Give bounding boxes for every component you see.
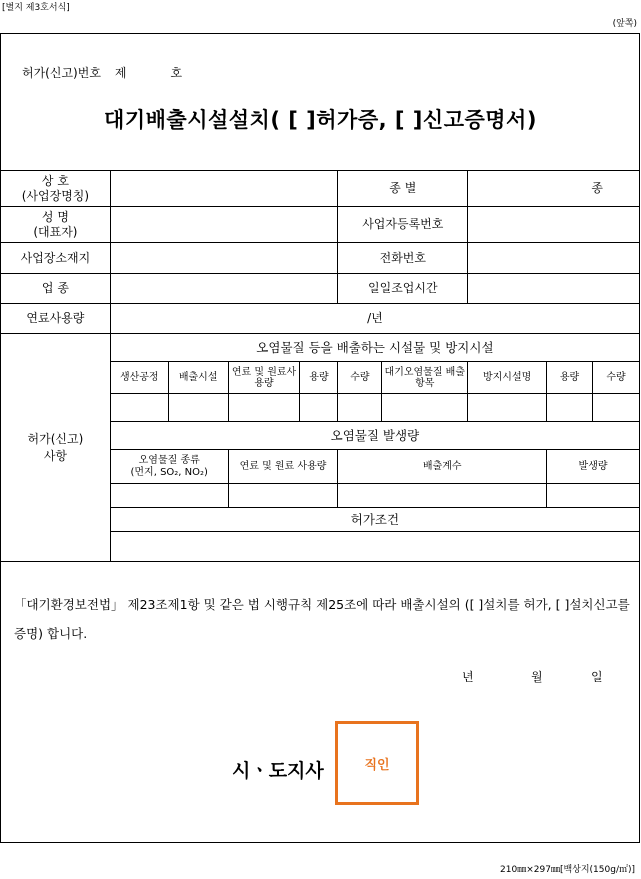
page-side-label: (앞쪽) [612,19,637,29]
row-facilities-heading [1,334,640,362]
type-value[interactable]: 종 [468,171,640,207]
row-fuel [1,304,640,334]
date-month: 월 [531,670,543,684]
row-address [1,243,640,274]
date-day: 일 [591,670,603,684]
col-quantity-2: 수량 [593,362,640,394]
industry-label: 업 종 [1,274,111,304]
phone-value[interactable] [468,243,640,274]
date-year: 년 [462,670,474,684]
phone-label: 전화번호 [338,243,468,274]
form-table [0,170,640,562]
permit-number-label: 허가(신고)번호 [22,66,101,80]
cell-pollutant-items[interactable] [382,394,468,422]
col-emission-factor: 배출계수 [338,450,547,484]
company-value[interactable] [110,171,338,207]
cell-generation-amount[interactable] [547,484,640,508]
fuel-value[interactable]: /년 [110,304,639,334]
col-material-usage: 연료 및 원료 사용량 [228,450,338,484]
cell-capacity-1[interactable] [300,394,338,422]
type-label: 종 별 [338,171,468,207]
row-representative [1,207,640,243]
permit-number [22,64,182,81]
industry-value[interactable] [110,274,338,304]
cell-fuel-usage[interactable] [228,394,300,422]
biz-no-value[interactable] [468,207,640,243]
cell-material-usage[interactable] [228,484,338,508]
daily-hours-label: 일일조업시간 [338,274,468,304]
row-industry [1,274,640,304]
row-company [1,171,640,207]
col-production-process: 생산공정 [110,362,168,394]
col-emission-facility: 배출시설 [168,362,228,394]
col-pollutant-type: 오염물질 종류 (먼지, SO₂, NO₂) [110,450,228,484]
name-label: 성 명 (대표자) [1,207,111,243]
cell-pollutant-type[interactable] [110,484,228,508]
biz-no-label: 사업자등록번호 [338,207,468,243]
daily-hours-value[interactable] [468,274,640,304]
cell-quantity-2[interactable] [593,394,640,422]
col-capacity-2: 용량 [547,362,593,394]
page-title: 대기배출시설설치( [ ]허가증, [ ]신고증명서) [104,108,537,132]
facilities-heading: 오염물질 등을 배출하는 시설물 및 방지시설 [110,334,639,362]
col-fuel-usage: 연료 및 원료사용량 [228,362,300,394]
cell-emission-factor[interactable] [338,484,547,508]
permit-number-je: 제 [114,66,127,80]
permit-section-label: 허가(신고) 사항 [1,334,111,562]
cell-prevention-facility[interactable] [468,394,547,422]
statement-text: 「대기환경보전법」 제23조제1항 및 같은 법 시행규칙 제25조에 따라 배출시설의 ([ ]설치를 허가, [ ]설치신고를 증명) 합니다. [14,597,630,641]
address-label: 사업장소재지 [1,243,111,274]
paper-spec: 210㎜×297㎜[백상지(150g/㎡)] [500,865,635,875]
company-label: 상 호 (사업장명칭) [1,171,111,207]
col-quantity-1: 수량 [338,362,382,394]
permit-number-ho: 호 [170,66,183,80]
cell-emission-facility[interactable] [168,394,228,422]
cell-capacity-2[interactable] [547,394,593,422]
col-generation-amount: 발생량 [547,450,640,484]
fuel-label: 연료사용량 [1,304,111,334]
cell-production-process[interactable] [110,394,168,422]
official-seal: 직인 [335,721,419,805]
emission-heading: 오염물질 발생량 [110,422,639,450]
conditions-value[interactable] [110,532,639,562]
cell-quantity-1[interactable] [338,394,382,422]
address-value[interactable] [110,243,338,274]
col-pollutant-items: 대기오염물질 배출항목 [382,362,468,394]
form-label: [별지 제3호서식] [2,3,70,13]
conditions-heading: 허가조건 [110,508,639,532]
issuer-name: 시ㆍ도지사 [232,760,324,782]
name-value[interactable] [110,207,338,243]
col-capacity-1: 용량 [300,362,338,394]
col-prevention-facility: 방지시설명 [468,362,547,394]
